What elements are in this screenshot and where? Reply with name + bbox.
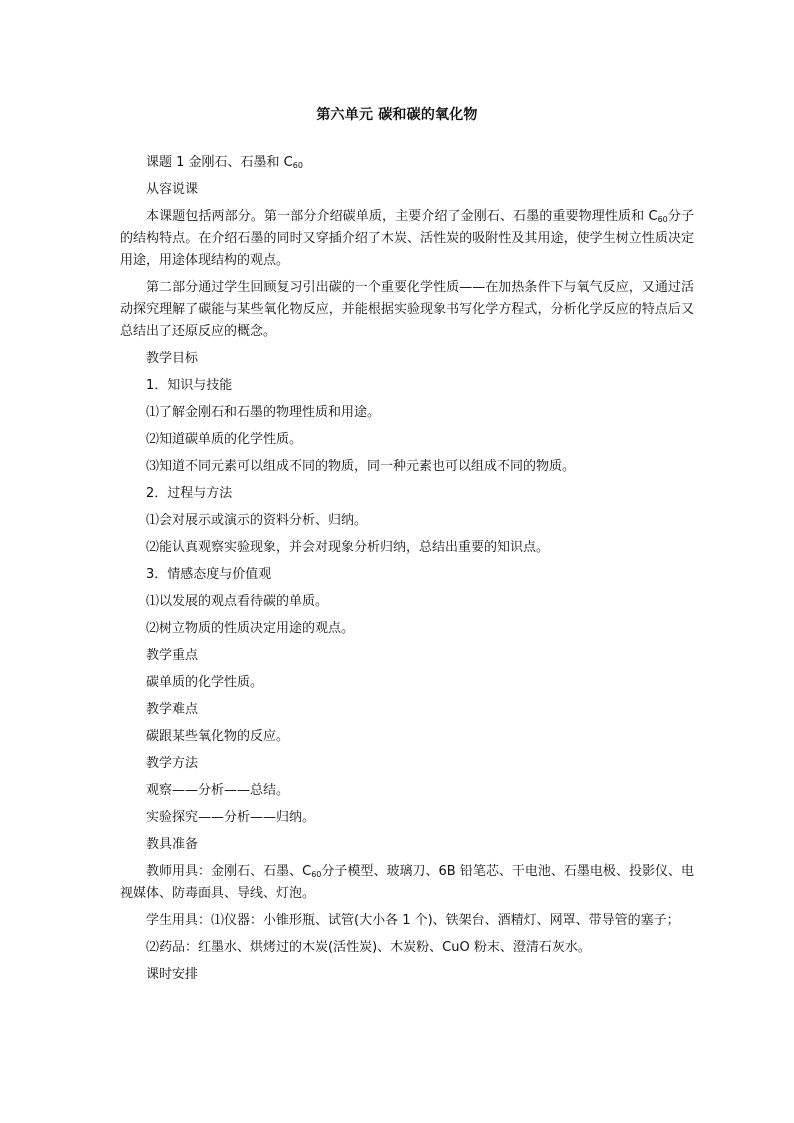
goal-3-item: ⑴以发展的观点看待碳的单质。 — [146, 594, 329, 609]
teacher-tools-a: 教师用具：金刚石、石墨、C — [146, 864, 312, 879]
teacher-tools-b: 分子模型、玻璃刀、6B 铅笔芯、干电池、石墨电极、投影仪、电视媒体、防毒面具、导线、灯泡。 — [120, 864, 694, 901]
goal-1-item: ⑴了解金刚石和石墨的物理性质和用途。 — [146, 405, 381, 420]
student-tools-reagents: ⑵药品：红墨水、烘烤过的木炭(活性炭)、木炭粉、CuO 粉末、澄清石灰水。 — [146, 940, 591, 955]
teacher-tools-subscript: 60 — [311, 870, 322, 879]
lesson-heading-text: 课题 1 金刚石、石墨和 C — [146, 155, 293, 170]
goal-1-heading: 1．知识与技能 — [146, 378, 233, 393]
difficulty-text: 碳跟某些氧化物的反应。 — [146, 729, 290, 744]
goal-2-heading: 2．过程与方法 — [146, 486, 233, 501]
lesson-heading-subscript: 60 — [292, 161, 303, 170]
key-text: 碳单质的化学性质。 — [146, 675, 264, 690]
document-title: 第六单元 碳和碳的氧化物 — [316, 107, 478, 123]
teacher-tools — [120, 861, 694, 905]
goal-1-item: ⑵知道碳单质的化学性质。 — [146, 432, 303, 447]
section-heading-tools: 教具准备 — [146, 837, 199, 852]
section-heading-intro: 从容说课 — [146, 182, 199, 197]
intro-paragraph-2: 第二部分通过学生回顾复习引出碳的一个重要化学性质——在加热条件下与氧气反应，又通过活动探究理解了碳能与某些氧化物反应，并能根据实验现象书写化学方程式，分析化学反应的特点后又总结出了还原反应的概念。 — [120, 280, 694, 339]
goal-3-heading: 3．情感态度与价值观 — [146, 567, 272, 582]
goal-2-item: ⑴会对展示或演示的资料分析、归纳。 — [146, 513, 368, 528]
intro-paragraph-1-b: 分子的结构特点。在介绍石墨的同时又穿插介绍了木炭、活性炭的吸附性及其用途，使学生树立性质决定用途，用途体现结构的观点。 — [120, 209, 694, 268]
intro-paragraph-1-subscript: 60 — [657, 215, 668, 224]
student-tools-instruments: 学生用具：⑴仪器：小锥形瓶、试管(大小各 1 个)、铁架台、酒精灯、网罩、带导管的塞子； — [146, 913, 680, 928]
document-body — [120, 152, 694, 986]
section-heading-key: 教学重点 — [146, 648, 199, 663]
method-item: 实验探究——分析——归纳。 — [146, 810, 316, 825]
intro-paragraph-1 — [120, 206, 694, 272]
section-heading-goals: 教学目标 — [146, 351, 199, 366]
section-heading-method: 教学方法 — [146, 756, 199, 771]
section-heading-difficulty: 教学难点 — [146, 702, 199, 717]
lesson-heading — [120, 152, 694, 174]
method-item: 观察——分析——总结。 — [146, 783, 290, 798]
goal-2-item: ⑵能认真观察实验现象，并会对现象分析归纳，总结出重要的知识点。 — [146, 540, 550, 555]
intro-paragraph-1-a: 本课题包括两部分。第一部分介绍碳单质，主要介绍了金刚石、石墨的重要物理性质和 C — [146, 209, 658, 224]
section-heading-schedule: 课时安排 — [146, 967, 199, 982]
goal-3-item: ⑵树立物质的性质决定用途的观点。 — [146, 621, 355, 636]
goal-1-item: ⑶知道不同元素可以组成不同的物质，同一种元素也可以组成不同的物质。 — [146, 459, 576, 474]
